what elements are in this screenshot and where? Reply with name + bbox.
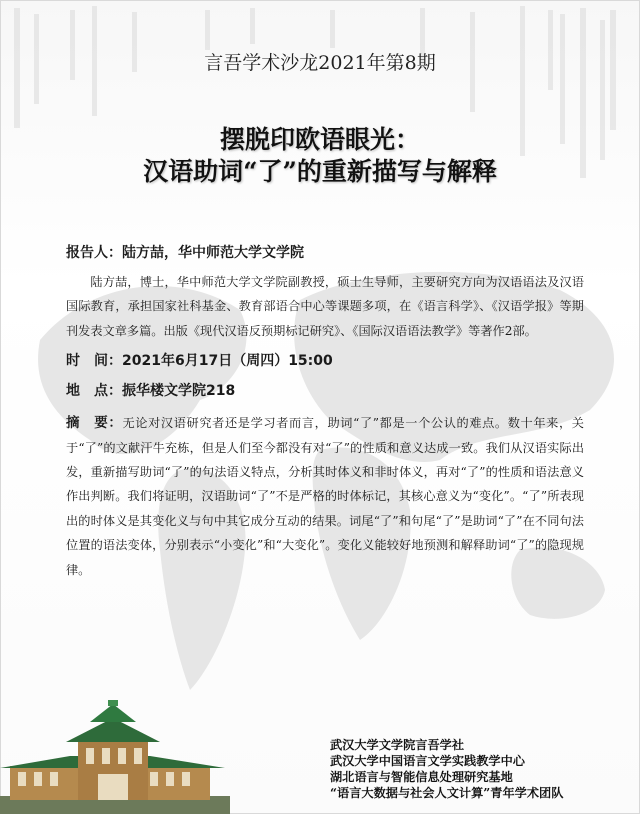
location-label: 地 点：	[66, 383, 122, 400]
time-label: 时 间：	[66, 353, 122, 370]
university-building-illustration	[0, 700, 230, 814]
series-title: 言吾学术沙龙2021年第8期	[204, 52, 436, 74]
organizer-2: 武汉大学中国语言文学实践教学中心	[330, 754, 525, 768]
time-row	[66, 351, 584, 371]
abstract-label: 摘 要：	[66, 415, 123, 432]
organizer-3: 湖北语言与智能信息处理研究基地	[330, 770, 513, 784]
organizers	[330, 737, 630, 801]
organizer-1: 武汉大学文学院言吾学社	[330, 738, 465, 752]
reporter-bio: 陆方喆，博士，华中师范大学文学院副教授，硕士生导师，主要研究方向为汉语语法及汉语国际教育，承担国家社科基金、教育部语合中心等课题多项，在《语言科学》、《汉语学报》等期刊发表文章多篇。出版《现代汉语反预期标记研究》、《国际汉语语法教学》等著作2部。	[66, 275, 584, 338]
location-row	[66, 381, 584, 401]
organizer-4: “语言大数据与社会人文计算”青年学术团队	[330, 786, 564, 800]
abstract	[66, 411, 584, 582]
abstract-text: 无论对汉语研究者还是学习者而言，助词“了”都是一个公认的难点。数十年来，关于“了”的文献汗牛充栋，但是人们至今都没有对“了”的性质和意义达成一致。我们从汉语实际出发，重新描写助词“了”的句法语义特点，分析其时体义和非时体义，再对“了”的性质和语法意义作出判断。我们将证明，汉语助词“了”不是严格的时体标记，其核心意义为“变化”。“了”所表现出的时体义是其变化义与句中其它成分互动的结果。词尾“了”和句尾“了”是助词“了”在不同句法位置的语法变体，分别表示“小变化”和“大变化”。变化义能较好地预测和解释助词“了”的隐现规律。	[66, 416, 584, 577]
content-block	[66, 242, 584, 582]
reporter-line: 报告人：陆方喆，华中师范大学文学院	[66, 245, 304, 261]
location-value: 振华楼文学院218	[122, 383, 236, 400]
time-value: 2021年6月17日（周四）15:00	[122, 353, 333, 370]
main-title-line-2: 汉语助词“了”的重新描写与解释	[143, 157, 497, 186]
main-title-line-1: 摆脱印欧语眼光：	[219, 125, 420, 154]
